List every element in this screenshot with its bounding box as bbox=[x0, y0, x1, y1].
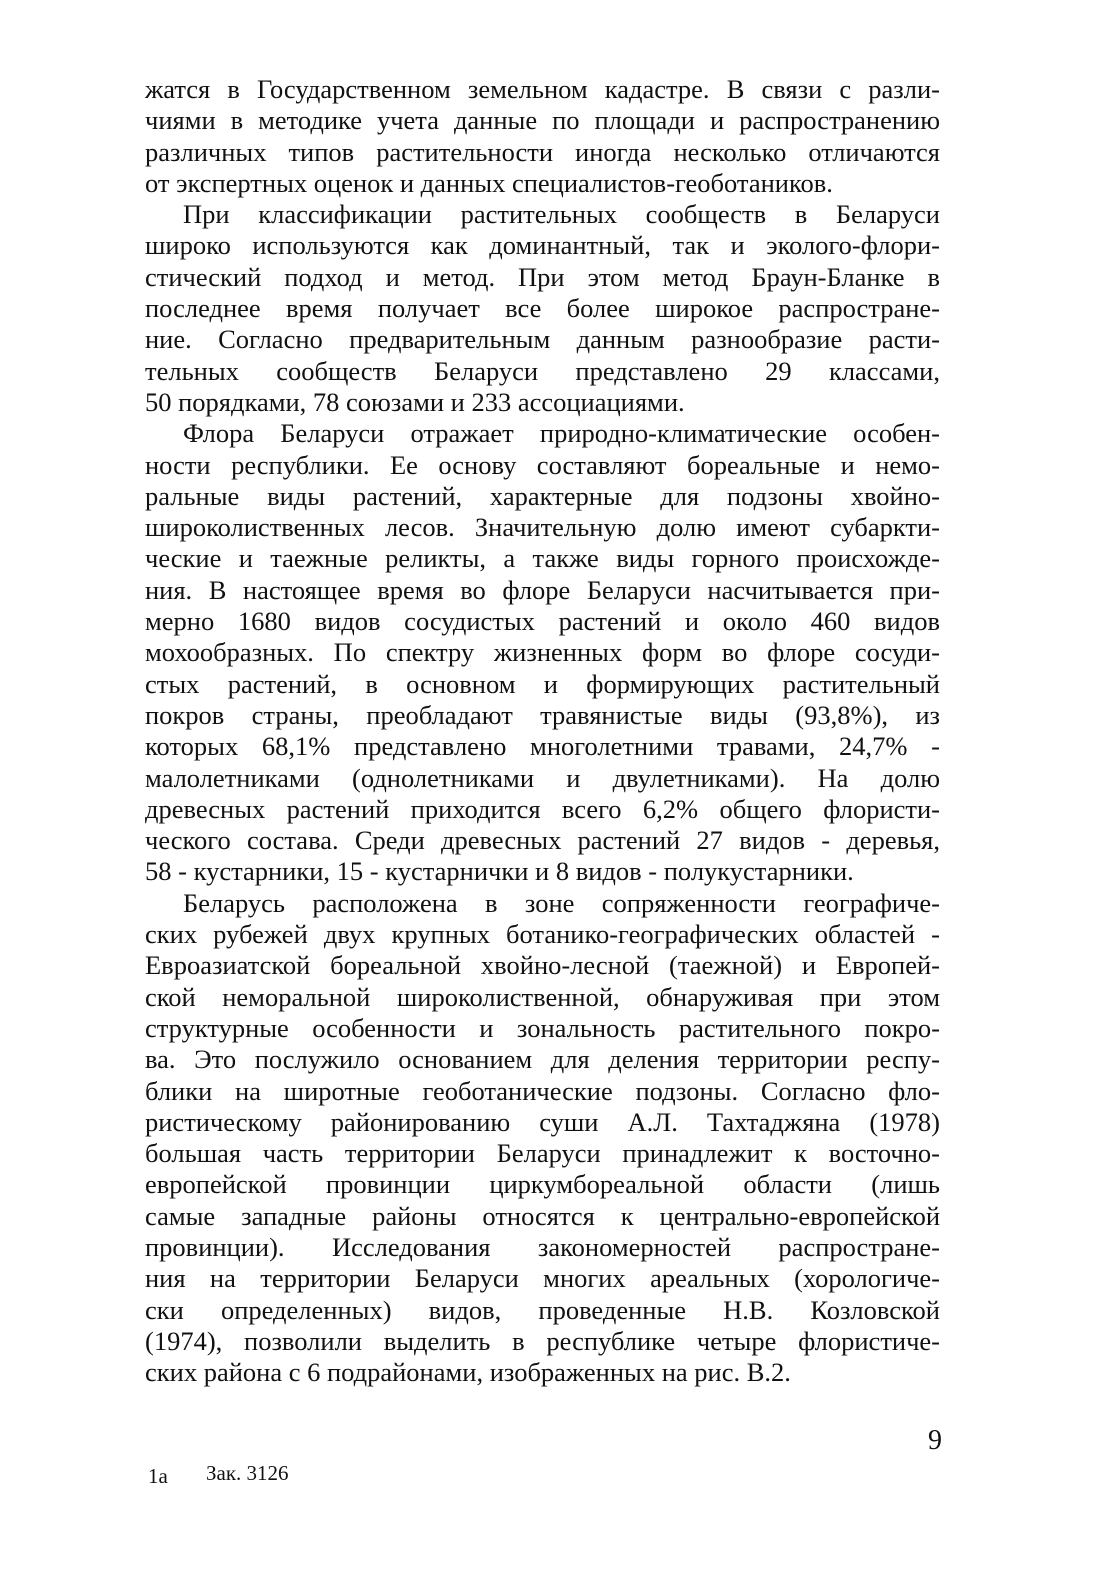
text-line: стический подход и метод. При этом метод Браун-Бланке в bbox=[145, 261, 940, 292]
text-line: При классификации растительных сообществ в Беларуси bbox=[183, 199, 940, 230]
text-line: покров страны, преобладают травянистые виды (93,8%), из bbox=[145, 699, 940, 730]
text-line: ческого состава. Среди древесных растений 27 видов - деревья, bbox=[145, 825, 940, 856]
text-line: ния на территории Беларуси многих ареальных (хорологиче- bbox=[145, 1263, 940, 1294]
text-line: тельных сообществ Беларуси представлено 29 классами, bbox=[145, 355, 940, 386]
text-line: структурные особенности и зональность растительного покро- bbox=[145, 1012, 940, 1043]
page-number: 9 bbox=[928, 1425, 942, 1456]
text-line: Евроазиатской бореальной хвойно-лесной (таежной) и Европей- bbox=[145, 950, 940, 981]
text-line: от экспертных оценок и данных специалистов-геоботаников. bbox=[145, 167, 833, 198]
body-text bbox=[145, 74, 940, 1388]
text-line: ристическому районированию суши А.Л. Тахтаджяна (1978) bbox=[145, 1106, 940, 1137]
text-line: широколиственных лесов. Значительную долю имеют субаркти- bbox=[145, 512, 940, 543]
paragraph-1 bbox=[145, 74, 940, 199]
paragraph-3 bbox=[145, 418, 940, 887]
text-line: стых растений, в основном и формирующих растительный bbox=[145, 668, 940, 699]
text-line: 50 порядками, 78 союзами и 233 ассоциациями. bbox=[145, 386, 685, 417]
text-line: ских рубежей двух крупных ботанико-географических областей - bbox=[145, 919, 940, 950]
text-line: ральные виды растений, характерные для подзоны хвойно- bbox=[145, 480, 940, 511]
text-line: древесных растений приходится всего 6,2% общего флористи- bbox=[145, 793, 940, 824]
text-line: малолетниками (однолетниками и двулетниками). На долю bbox=[145, 762, 940, 793]
text-line: чиями в методике учета данные по площади и распространению bbox=[145, 105, 940, 136]
text-line: мохообразных. По спектру жизненных форм во флоре сосуди- bbox=[145, 637, 940, 668]
text-line: жатся в Государственном земельном кадастре. В связи с разли- bbox=[145, 74, 940, 104]
text-line: ности республики. Ее основу составляют бореальные и немо- bbox=[145, 449, 940, 480]
text-line: европейской провинции циркумбореальной области (лишь bbox=[145, 1169, 940, 1200]
text-line: большая часть территории Беларуси принадлежит к восточно- bbox=[145, 1138, 940, 1169]
footer-order-number: Зак. 3126 bbox=[206, 1461, 289, 1485]
text-line: провинции). Исследования закономерностей распростране- bbox=[145, 1231, 940, 1262]
paragraph-4 bbox=[145, 888, 940, 1389]
text-line: широко используются как доминантный, так и эколого-флори- bbox=[145, 230, 940, 261]
text-line: ва. Это послужило основанием для деления территории респу- bbox=[145, 1044, 940, 1075]
paragraph-2 bbox=[145, 199, 940, 418]
text-line: ских района с 6 подрайонами, изображенных на рис. В.2. bbox=[145, 1357, 791, 1388]
text-line: различных типов растительности иногда несколько отличаются bbox=[145, 136, 940, 167]
text-line: ческие и таежные реликты, а также виды горного происхожде- bbox=[145, 543, 940, 574]
text-line: ния. В настоящее время во флоре Беларуси насчитывается при- bbox=[145, 574, 940, 605]
text-line: ской неморальной широколиственной, обнаруживая при этом bbox=[145, 981, 940, 1012]
footer-signature: 1а bbox=[148, 1464, 168, 1488]
text-line: 58 - кустарники, 15 - кустарнички и 8 видов - полукустарники. bbox=[145, 856, 854, 887]
text-line: Флора Беларуси отражает природно-климатические особен- bbox=[183, 418, 940, 449]
text-line: Беларусь расположена в зоне сопряженности географиче- bbox=[183, 887, 940, 918]
text-line: (1974), позволили выделить в республике четыре флористиче- bbox=[145, 1325, 940, 1356]
text-line: блики на широтные геоботанические подзоны. Согласно фло- bbox=[145, 1075, 940, 1106]
text-line: последнее время получает все более широкое распростране- bbox=[145, 293, 940, 324]
text-line: ски определенных) видов, проведенные Н.В. Козловской bbox=[145, 1294, 940, 1325]
text-line: которых 68,1% представлено многолетними травами, 24,7% - bbox=[145, 731, 940, 762]
text-line: самые западные районы относятся к центрально-европейской bbox=[145, 1200, 940, 1231]
text-line: ние. Согласно предварительным данным разнообразие расти- bbox=[145, 324, 940, 355]
text-line: мерно 1680 видов сосудистых растений и около 460 видов bbox=[145, 606, 940, 637]
